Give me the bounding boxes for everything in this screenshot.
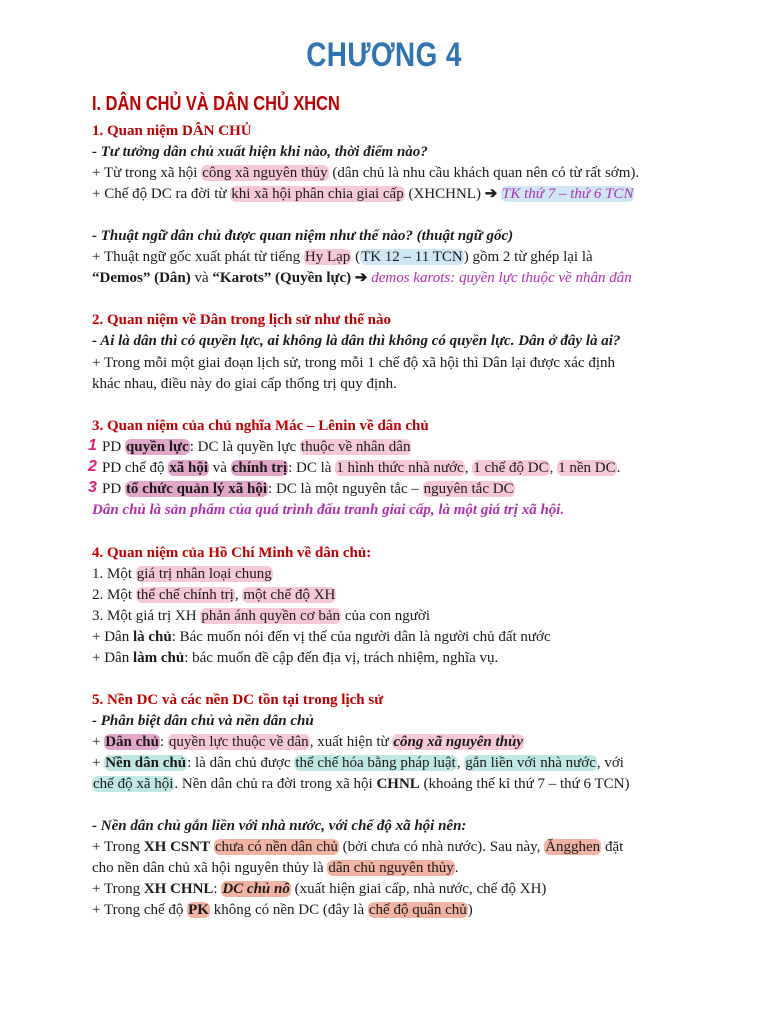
- highlight: phản ánh quyền cơ bản: [201, 608, 341, 624]
- s1-line-1: [92, 163, 639, 183]
- highlight: 1 hình thức nhà nước: [336, 460, 464, 476]
- s4-line-4: [92, 627, 551, 647]
- s1-line-3: [92, 247, 593, 267]
- text: PD: [102, 481, 125, 497]
- text: XH CSNT: [143, 839, 211, 855]
- s5-line-7: [92, 900, 473, 920]
- text: 2. Một: [92, 587, 136, 603]
- highlight: chưa có nền dân chủ: [214, 839, 338, 855]
- s4-line-3: [92, 606, 430, 626]
- s5-question-2: - Nền dân chủ gắn liền với nhà nước, với chế độ xã hội nên:: [92, 818, 467, 834]
- s2-line-2: khác nhau, điều này do giai cấp thống trị quy định.: [92, 376, 397, 392]
- highlight: chế độ xã hội: [93, 776, 174, 792]
- text: : DC là quyền lực: [189, 439, 300, 455]
- s4-line-2: [92, 585, 336, 605]
- highlight: xã hội: [169, 460, 209, 476]
- text: + Dân: [92, 650, 133, 666]
- s4-heading: 4. Quan niệm của Hồ Chí Minh về dân chủ:: [92, 545, 372, 561]
- highlight: công xã nguyên thủy: [393, 734, 523, 750]
- text: , xuất hiện từ: [309, 734, 393, 750]
- text: (bởi chưa có nhà nước). Sau này,: [338, 839, 545, 855]
- text: (xuất hiện giai cấp, nhà nước, chế độ XH): [290, 881, 547, 897]
- text: không có nền DC (đây là: [209, 902, 368, 918]
- text: + Thuật ngữ gốc xuất phát từ tiếng: [92, 249, 304, 265]
- text: “Karots” (Quyền lực): [212, 270, 352, 286]
- chapter-title: CHƯƠNG 4: [306, 36, 462, 74]
- s3-heading: 3. Quan niệm của chủ nghĩa Mác – Lênin về dân chủ: [92, 418, 429, 434]
- highlight: gắn liền với nhà nước: [465, 755, 596, 771]
- text: .: [616, 460, 621, 476]
- text: PD chế độ: [102, 460, 169, 476]
- text: : DC là một nguyên tắc –: [268, 481, 423, 497]
- note: demos karots: quyền lực thuộc về nhân dân: [371, 270, 632, 286]
- s5-line-5: [92, 858, 459, 878]
- text: và: [209, 460, 231, 476]
- text: : là dân chủ được: [187, 755, 295, 771]
- highlight: chế độ quân chủ: [368, 902, 467, 918]
- text: ,: [549, 460, 558, 476]
- section-heading: I. DÂN CHỦ VÀ DÂN CHỦ XHCN: [92, 93, 340, 115]
- text: + Trong: [92, 881, 144, 897]
- s5-line-2: [92, 753, 624, 773]
- highlight: thể chế chính trị: [136, 587, 234, 603]
- highlight: nguyên tắc DC: [423, 481, 514, 497]
- highlight: thuộc về nhân dân: [300, 439, 411, 455]
- text: , với: [596, 755, 624, 771]
- text: +: [92, 734, 105, 750]
- text: 1. Một: [92, 566, 136, 582]
- s3-line-2: [102, 458, 620, 478]
- text: + Chế độ DC ra đời từ: [92, 186, 231, 202]
- highlight: một chế độ XH: [243, 587, 336, 603]
- text: : bác muốn đề cập đến địa vị, trách nhiệm, nghĩa vụ.: [184, 650, 499, 666]
- text: XH CHNL: [143, 881, 214, 897]
- text: + Trong chế độ: [92, 902, 188, 918]
- text: + Trong: [92, 839, 144, 855]
- text: (: [351, 249, 361, 265]
- highlight: chính trị: [231, 460, 288, 476]
- highlight: dân chủ nguyên thủy: [328, 860, 454, 876]
- text: (khoảng thế kỉ thứ 7 – thứ 6 TCN): [419, 776, 630, 792]
- s5-line-3: [92, 774, 630, 794]
- s1-line-2: [92, 184, 634, 204]
- text: :: [213, 881, 222, 897]
- text: ): [467, 902, 473, 918]
- text: của con người: [341, 608, 431, 624]
- s1-question-1: - Tư tưởng dân chủ xuất hiện khi nào, thời điểm nào?: [92, 144, 428, 160]
- s4-line-5: [92, 648, 498, 668]
- text: + Dân: [92, 629, 133, 645]
- s3-conclusion: Dân chủ là sản phẩm của quá trình đấu tranh giai cấp, là một giá trị xã hội.: [92, 502, 565, 518]
- highlight: TK 12 – 11 TCN: [361, 249, 463, 265]
- s3-line-3: [102, 479, 515, 499]
- handwritten-number: 1: [88, 437, 97, 454]
- highlight: tổ chức quản lý xã hội: [125, 481, 268, 497]
- highlight: Ăngghen: [545, 839, 601, 855]
- s2-question: - Ai là dân thì có quyền lực, ai không là dân thì không có quyền lực. Dân ở đây là ai?: [92, 333, 621, 349]
- highlight: quyền lực thuộc về dân: [168, 734, 309, 750]
- highlight: DC chủ nô: [222, 881, 290, 897]
- s1-line-4: [92, 268, 632, 288]
- text: ,: [234, 587, 243, 603]
- text: ) gồm 2 từ ghép lại là: [463, 249, 593, 265]
- highlight: TK thứ 7 – thứ 6 TCN: [502, 186, 634, 202]
- text: : DC là: [288, 460, 336, 476]
- arrow-icon: ➔: [484, 186, 498, 202]
- highlight: PK: [188, 902, 209, 918]
- s4-line-1: [92, 564, 273, 584]
- s5-line-4: [92, 837, 623, 857]
- highlight: 1 chế độ DC: [473, 460, 549, 476]
- s5-line-1: [92, 732, 524, 752]
- text: PD: [102, 439, 125, 455]
- text: cho nền dân chủ xã hội nguyên thủy là: [92, 860, 328, 876]
- text: (dân chủ là nhu cầu khách quan nên có từ rất sớm).: [328, 165, 640, 181]
- text: và: [190, 270, 213, 286]
- text: . Nền dân chủ ra đời trong xã hội: [174, 776, 377, 792]
- highlight: công xã nguyên thủy: [202, 165, 328, 181]
- arrow-icon: ➔: [354, 270, 368, 286]
- highlight: quyền lực: [125, 439, 189, 455]
- text: + Từ trong xã hội: [92, 165, 202, 181]
- s5-line-6: [92, 879, 546, 899]
- highlight: thể chế hóa bằng pháp luật: [295, 755, 456, 771]
- handwritten-number: 2: [88, 458, 97, 475]
- text: ,: [464, 460, 473, 476]
- text: làm chủ: [132, 650, 185, 666]
- text: .: [454, 860, 459, 876]
- text: (XHCHNL): [404, 186, 485, 202]
- text: +: [92, 755, 105, 771]
- highlight: Dân chủ: [105, 734, 159, 750]
- highlight: giá trị nhân loại chung: [136, 566, 272, 582]
- s5-heading: 5. Nền DC và các nền DC tồn tại trong lịch sử: [92, 692, 384, 708]
- handwritten-number: 3: [88, 479, 97, 496]
- s1-heading: 1. Quan niệm DÂN CHỦ: [92, 123, 252, 139]
- text: đặt: [601, 839, 624, 855]
- text: ,: [456, 755, 465, 771]
- text: 3. Một giá trị XH: [92, 608, 201, 624]
- highlight: khi xã hội phân chia giai cấp: [231, 186, 404, 202]
- text: :: [160, 734, 168, 750]
- text: : Bác muốn nói đến vị thế của người dân là người chủ đất nước: [171, 629, 551, 645]
- highlight: Nền dân chủ: [105, 755, 187, 771]
- text: là chủ: [132, 629, 172, 645]
- s2-line-1: + Trong mỗi một giai đoạn lịch sử, trong mỗi 1 chế độ xã hội thì Dân lại được xác định: [92, 355, 616, 371]
- s2-heading: 2. Quan niệm về Dân trong lịch sử như thế nào: [92, 312, 392, 328]
- highlight: 1 nền DC: [558, 460, 616, 476]
- s5-question-1: - Phân biệt dân chủ và nền dân chủ: [92, 713, 314, 729]
- text: CHNL: [376, 776, 420, 792]
- text: “Demos” (Dân): [92, 270, 191, 286]
- s1-question-2: - Thuật ngữ dân chủ được quan niệm như thế nào? (thuật ngữ gốc): [92, 228, 514, 244]
- highlight: Hy Lạp: [304, 249, 351, 265]
- s3-line-1: [102, 437, 411, 457]
